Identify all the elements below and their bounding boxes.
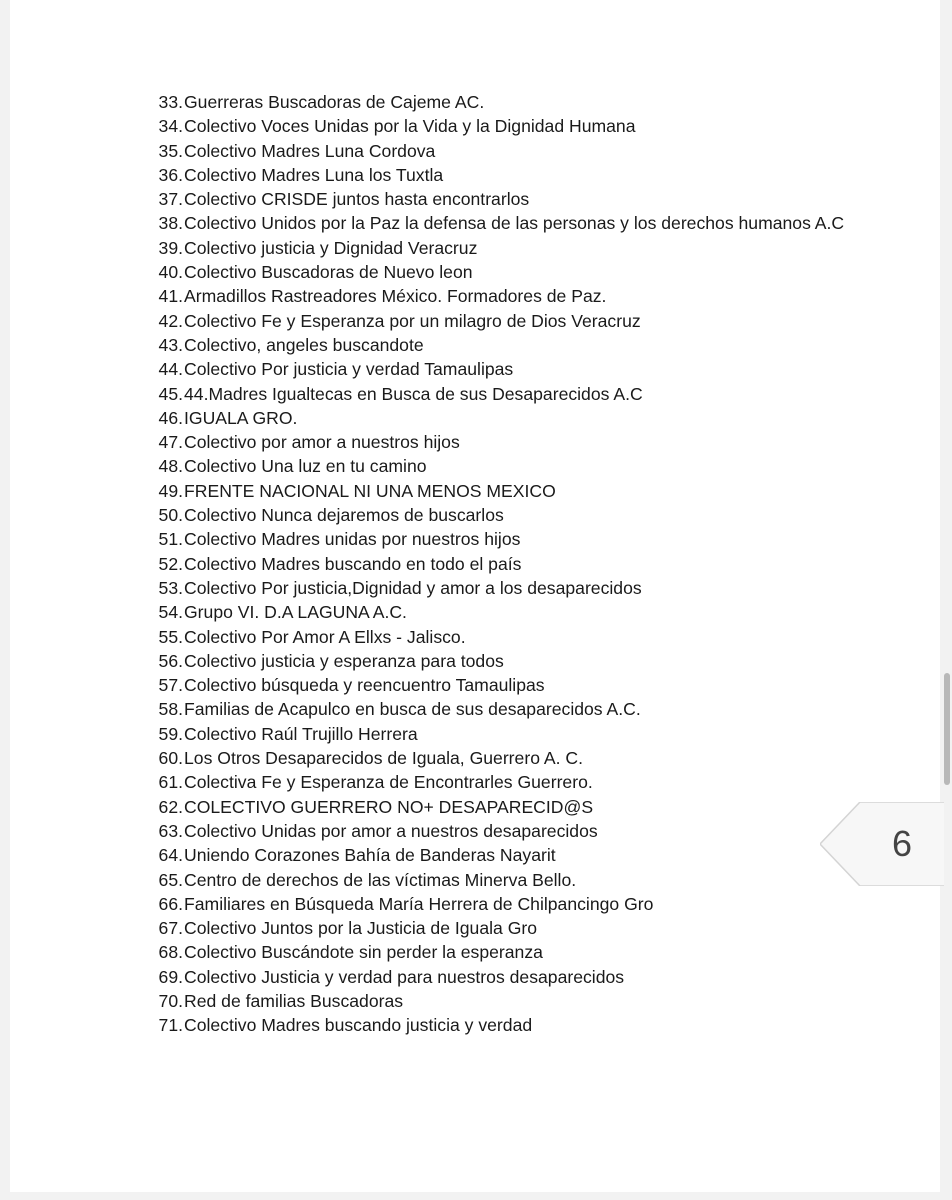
list-item-text: Colectivo justicia y esperanza para todos	[184, 650, 504, 671]
list-item	[147, 940, 857, 964]
list-item-text: Colectivo Buscadoras de Nuevo leon	[184, 262, 473, 283]
list-item-text: Red de familias Buscadoras	[184, 990, 404, 1011]
list-item	[147, 406, 857, 430]
list-item	[147, 357, 857, 381]
list-item-number: 56.	[158, 650, 183, 671]
list-item	[147, 163, 857, 187]
list-item-number: 46.	[158, 407, 183, 428]
list-item-text: Colectivo Juntos por la Justicia de Iguala Gro	[184, 918, 538, 939]
list-item-text: Colectivo Unidos por la Paz la defensa de las personas y los derechos humanos A.C	[184, 213, 845, 234]
list-item-number: 68.	[158, 942, 183, 963]
list-item-number: 51.	[158, 529, 183, 550]
list-item-text: Colectivo CRISDE juntos hasta encontrarlos	[184, 189, 530, 210]
list-item-text: Colectivo Madres Luna Cordova	[184, 140, 436, 161]
list-item	[147, 236, 857, 260]
list-item	[147, 552, 857, 576]
list-item	[147, 600, 857, 624]
list-item	[147, 114, 857, 138]
list-item-number: 44.	[158, 359, 183, 380]
list-item-text: Colectivo Por justicia,Dignidad y amor a los desaparecidos	[184, 577, 642, 598]
list-item-number: 69.	[158, 966, 183, 987]
list-item-text: Colectivo Raúl Trujillo Herrera	[184, 723, 418, 744]
list-item	[147, 260, 857, 284]
organization-list	[147, 90, 857, 1038]
list-item	[147, 430, 857, 454]
page-indicator	[820, 802, 944, 886]
list-item-number: 34.	[158, 116, 183, 137]
list-item-number: 59.	[158, 723, 183, 744]
list-item-text: Colectivo Unidas por amor a nuestros desaparecidos	[184, 820, 598, 841]
list-item-number: 36.	[158, 164, 183, 185]
list-item-number: 40.	[158, 262, 183, 283]
list-item-number: 58.	[158, 699, 183, 720]
list-item-number: 37.	[158, 189, 183, 210]
list-item	[147, 187, 857, 211]
list-item	[147, 503, 857, 527]
list-item-number: 38.	[158, 213, 183, 234]
list-item-number: 52.	[158, 553, 183, 574]
list-item-number: 67.	[158, 918, 183, 939]
list-item-text: Colectivo Madres buscando justicia y verdad	[184, 1015, 533, 1036]
list-item	[147, 722, 857, 746]
list-item-number: 57.	[158, 675, 183, 696]
list-item-number: 61.	[158, 772, 183, 793]
list-item	[147, 527, 857, 551]
list-item	[147, 795, 857, 819]
list-item	[147, 819, 857, 843]
list-item	[147, 673, 857, 697]
list-item-text: Colectivo Buscándote sin perder la esperanza	[184, 942, 543, 963]
list-item-text: Colectivo Nunca dejaremos de buscarlos	[184, 505, 504, 526]
list-item-text: Colectivo Voces Unidas por la Vida y la Dignidad Humana	[184, 116, 636, 137]
list-item	[147, 916, 857, 940]
scrollbar-thumb[interactable]	[944, 673, 950, 785]
list-item-text: Armadillos Rastreadores México. Formadores de Paz.	[184, 286, 607, 307]
list-item-text: Colectivo, angeles buscandote	[184, 334, 424, 355]
list-item-text: Colectivo Madres unidas por nuestros hijos	[184, 529, 521, 550]
list-item-number: 39.	[158, 237, 183, 258]
list-item	[147, 746, 857, 770]
list-item	[147, 576, 857, 600]
list-item	[147, 139, 857, 163]
list-item-text: Colectivo Por justicia y verdad Tamaulipas	[184, 359, 514, 380]
list-item-number: 43.	[158, 334, 183, 355]
list-item	[147, 90, 857, 114]
list-item-text: Colectiva Fe y Esperanza de Encontrarles Guerrero.	[184, 772, 593, 793]
list-item-number: 62.	[158, 796, 183, 817]
list-item	[147, 382, 857, 406]
list-item-text: Los Otros Desaparecidos de Iguala, Guerrero A. C.	[184, 748, 583, 769]
list-item-number: 33.	[158, 92, 183, 112]
list-item-text: COLECTIVO GUERRERO NO+ DESAPARECID@S	[184, 796, 594, 817]
list-item	[147, 843, 857, 867]
list-item	[147, 649, 857, 673]
page-number: 6	[891, 823, 913, 864]
list-item-number: 64.	[158, 845, 183, 866]
document-page	[10, 0, 940, 1192]
list-item	[147, 770, 857, 794]
list-item	[147, 211, 857, 235]
list-item-text: Grupo VI. D.A LAGUNA A.C.	[184, 602, 407, 623]
list-item-number: 41.	[158, 286, 183, 307]
list-item	[147, 309, 857, 333]
list-item-text: Guerreras Buscadoras de Cajeme AC.	[184, 92, 485, 112]
list-item-text: Colectivo búsqueda y reencuentro Tamaulipas	[184, 675, 545, 696]
list-item-text: Familiares en Búsqueda María Herrera de Chilpancingo Gro	[184, 893, 654, 914]
list-item-text: Colectivo Una luz en tu camino	[184, 456, 427, 477]
list-item	[147, 1013, 857, 1037]
list-item-number: 48.	[158, 456, 183, 477]
list-item	[147, 454, 857, 478]
list-item-number: 53.	[158, 577, 183, 598]
list-item-text: Colectivo Fe y Esperanza por un milagro de Dios Veracruz	[184, 310, 641, 331]
list-item-number: 49.	[158, 480, 183, 501]
list-item-text: Centro de derechos de las víctimas Minerva Bello.	[184, 869, 577, 890]
list-item-text: IGUALA GRO.	[184, 407, 298, 428]
list-item	[147, 479, 857, 503]
list-item-text: FRENTE NACIONAL NI UNA MENOS MEXICO	[184, 480, 556, 501]
list-item	[147, 892, 857, 916]
list-item-number: 66.	[158, 893, 183, 914]
list-item-number: 50.	[158, 505, 183, 526]
list-item-number: 71.	[158, 1015, 183, 1036]
list-item-number: 35.	[158, 140, 183, 161]
list-item	[147, 284, 857, 308]
list-item-text: 44.Madres Igualtecas en Busca de sus Desaparecidos A.C	[184, 383, 643, 404]
list-item-text: Colectivo por amor a nuestros hijos	[184, 432, 460, 453]
list-item-text: Colectivo Madres Luna los Tuxtla	[184, 164, 444, 185]
list-item-text: Familias de Acapulco en busca de sus desaparecidos A.C.	[184, 699, 641, 720]
list-item-number: 60.	[158, 748, 183, 769]
list-item	[147, 333, 857, 357]
list-item-text: Colectivo justicia y Dignidad Veracruz	[184, 237, 478, 258]
list-item-number: 70.	[158, 990, 183, 1011]
list-item	[147, 989, 857, 1013]
list-item	[147, 965, 857, 989]
list-item	[147, 625, 857, 649]
list-item-number: 45.	[158, 383, 183, 404]
list-item-number: 54.	[158, 602, 183, 623]
list-item-number: 63.	[158, 820, 183, 841]
list-item-text: Colectivo Por Amor A Ellxs - Jalisco.	[184, 626, 466, 647]
list-item-text: Colectivo Justicia y verdad para nuestros desaparecidos	[184, 966, 625, 987]
list-item-number: 65.	[158, 869, 183, 890]
list-item	[147, 868, 857, 892]
list-item-number: 47.	[158, 432, 183, 453]
list-item-number: 55.	[158, 626, 183, 647]
list-item-text: Uniendo Corazones Bahía de Banderas Nayarit	[184, 845, 556, 866]
list-item	[147, 697, 857, 721]
list-item-number: 42.	[158, 310, 183, 331]
list-item-text: Colectivo Madres buscando en todo el país	[184, 553, 522, 574]
